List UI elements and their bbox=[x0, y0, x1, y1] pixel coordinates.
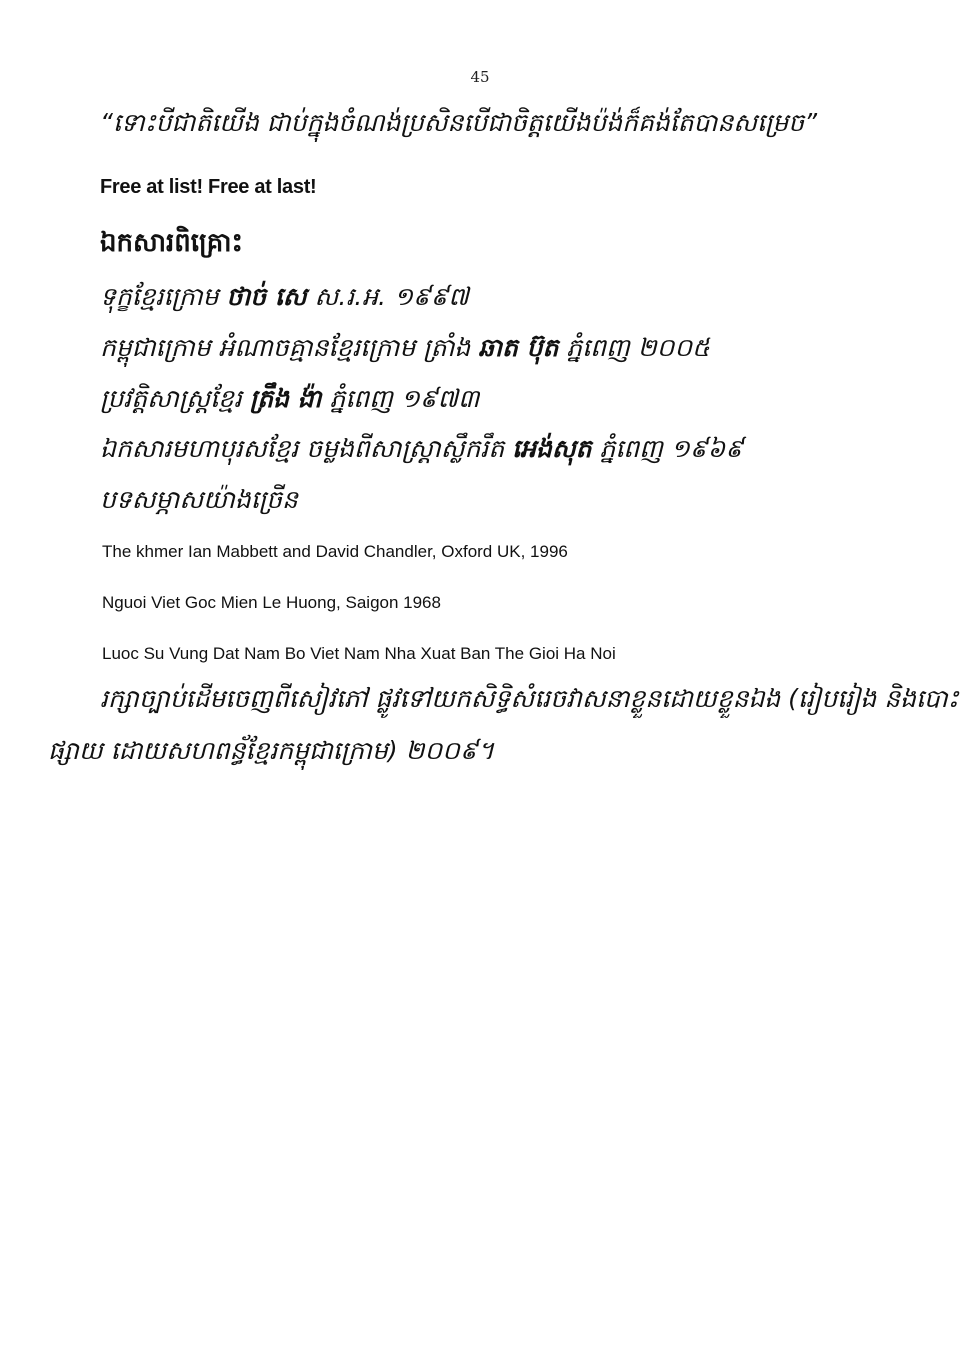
reference-item bbox=[100, 384, 479, 414]
references-heading: ឯកសារពិគ្រោះ bbox=[100, 228, 243, 258]
reference-item bbox=[100, 282, 469, 312]
reference-author: ត្រឹង ង៉ា bbox=[249, 384, 322, 413]
reference-details: ស.រ.អ. ១៩៩៧ bbox=[306, 282, 469, 311]
reference-text: ឯកសារមហាបុរសខ្មែរ ចម្លងពីសាស្ត្រាស្លឹករឹត bbox=[100, 434, 513, 463]
reference-text: កម្ពុជាក្រោម អំណាចគ្មានខ្មែរក្រោម ត្រាំង bbox=[100, 333, 479, 362]
reference-details: ភ្នំពេញ ២០០៥ bbox=[558, 333, 710, 362]
reference-author: ឆាត ប៊ុត bbox=[478, 333, 559, 362]
latin-reference: The khmer Ian Mabbett and David Chandler, Oxford UK, 1996 bbox=[102, 542, 568, 561]
free-at-last-line: Free at list! Free at last! bbox=[100, 176, 317, 198]
latin-reference: Luoc Su Vung Dat Nam Bo Viet Nam Nha Xuat Ban The Gioi Ha Noi bbox=[102, 644, 616, 663]
reference-item bbox=[100, 333, 710, 363]
page-number: 45 bbox=[470, 68, 490, 86]
reference-author: ថាច់ សេ bbox=[226, 282, 307, 311]
reference-item bbox=[100, 434, 743, 464]
reference-text: ប្រវត្តិសាស្ត្រខ្មែរ bbox=[100, 384, 250, 413]
khmer-quote: “ទោះបីជាតិយើង ជាប់ក្នុងចំណង់ប្រសិនបើជាចិត្តយើងប៉ង់ក៏គង់តែបានសម្រេច” bbox=[100, 108, 818, 137]
reference-details: ភ្នំពេញ ១៩៧៣ bbox=[321, 384, 480, 413]
latin-reference: Nguoi Viet Goc Mien Le Huong, Saigon 1968 bbox=[102, 593, 441, 612]
reference-author: អេង់សុត bbox=[512, 434, 592, 463]
reference-text: ទុក្ខខ្មែរក្រោម bbox=[100, 282, 227, 311]
closing-note-line: រក្សាច្បាប់ដើមចេញពីសៀវភៅ ផ្លូវទៅយកសិទ្ធិសំរេចវាសនាខ្លួនដោយខ្លួនឯង (រៀបរៀង និងបោះ bbox=[100, 684, 959, 713]
reference-item bbox=[100, 485, 298, 515]
reference-details: ភ្នំពេញ ១៩៦៩ bbox=[591, 434, 743, 463]
reference-text: បទសម្ភាសយ៉ាងច្រើន bbox=[100, 485, 298, 514]
closing-note-line: ផ្សាយ ដោយសហពន្ធ័ខ្មែរកម្ពុជាក្រោម) ២០០៩។ bbox=[48, 736, 495, 765]
